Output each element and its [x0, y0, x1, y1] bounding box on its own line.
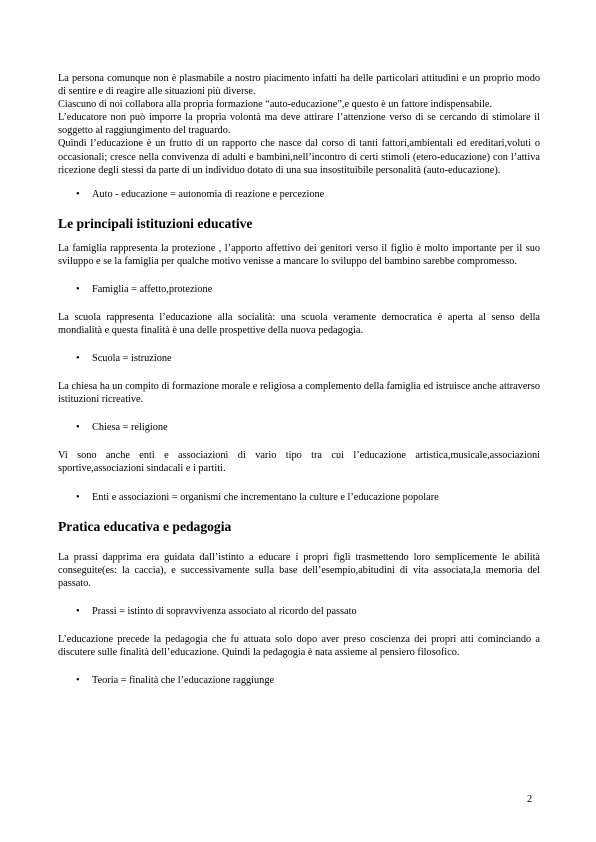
bullet-dot-icon: • — [76, 422, 80, 434]
bullet-dot-icon: • — [76, 674, 80, 686]
bullet-dot-icon: • — [76, 353, 80, 365]
section-heading-institutions: Le principali istituzioni educative — [58, 215, 253, 231]
bullet-list-scuola — [58, 352, 540, 365]
bullet-item — [58, 491, 540, 504]
bullet-text: Prassi = istinto di sopravvivenza associato al ricordo del passato — [92, 605, 357, 617]
intro-paragraph-4: Quindi l’educazione è un frutto di un rapporto che nasce dal corso di tanti fattori,ambientali ed ereditari,voluti o occasionali; cresce nella convivenza di adulti e bambini,nell’incontro di certi stimoli (etero-educazione) con l’attiva ricezione degli stessi da parte di un individuo dotato di una sua insostituibile personalità (auto-educazione). — [58, 138, 540, 176]
bullet-text: Chiesa = religione — [92, 422, 168, 434]
paragraph-chiesa: La chiesa ha un compito di formazione morale e religiosa a complemento della famiglia ed istruisce anche attraverso istituzioni ricreative. — [58, 381, 540, 406]
bullet-item — [58, 605, 540, 618]
paragraph-enti: Vi sono anche enti e associazioni di vario tipo tra cui l’educazione artistica,musicale,associazioni sportive,associazioni sindacali e i partiti. — [58, 450, 540, 475]
intro-block — [58, 72, 540, 177]
bullet-dot-icon: • — [76, 605, 80, 617]
bullet-list-chiesa — [58, 421, 540, 434]
bullet-item — [58, 188, 540, 201]
bullet-text: Auto - educazione = autonomia di reazione e percezione — [92, 188, 325, 200]
bullet-dot-icon: • — [76, 491, 80, 503]
bullet-dot-icon: • — [76, 283, 80, 295]
paragraph-scuola: La scuola rappresenta l’educazione alla socialità: una scuola veramente democratica è aperta al senso della mondialità e questa finalità è una delle prospettive della nuova pedagogia. — [58, 311, 540, 337]
intro-paragraph-2: Ciascuno di noi collabora alla propria formazione “auto-educazione”,e questo è un fattore indispensabile. — [58, 99, 493, 111]
bullet-text: Enti e associazioni = organismi che incrementano la culture e l’educazione popolare — [92, 491, 439, 503]
section-heading-practice: Pratica educativa e pedagogia — [58, 518, 232, 534]
document-page — [58, 72, 540, 687]
paragraph-pedagogia: L’educazione precede la pedagogia che fu attuata solo dopo aver preso coscienza dei propri atti cominciando a discutere sulle finalità dell’educazione. Quindi la pedagogia è nata assieme al pensiero filosofico. — [58, 633, 540, 658]
paragraph-prassi: La prassi dapprima era guidata dall’istinto a educare i propri figli trasmettendo loro semplicemente le abilità conseguite(es: la caccia), e successivamente sulla base dell’esempio,abitudini di vita associata,la memoria del passato. — [58, 551, 540, 589]
bullet-text: Scuola = istruzione — [92, 353, 172, 365]
bullet-list-famiglia — [58, 283, 540, 296]
bullet-item — [58, 674, 540, 687]
bullet-text: Teoria = finalità che l’educazione raggiunge — [92, 674, 275, 686]
bullet-text: Famiglia = affetto,protezione — [92, 283, 213, 295]
bullet-list-teoria — [58, 674, 540, 687]
bullet-item — [58, 352, 540, 365]
bullet-item — [58, 421, 540, 434]
intro-bullet-list — [58, 188, 540, 201]
intro-paragraph-3: L’educatore non può imporre la propria volontà ma deve attirare l’attenzione verso di se cercando di stimolare il soggetto al raggiungimento del traguardo. — [58, 112, 540, 137]
bullet-list-prassi — [58, 605, 540, 618]
paragraph-famiglia: La famiglia rappresenta la protezione , l’apporto affettivo dei genitori verso il figlio è molto importante per il suo sviluppo e se la famiglia per qualche motivo venisse a mancare lo sviluppo del bambino sarebbe compromesso. — [58, 242, 540, 267]
bullet-list-enti — [58, 491, 540, 504]
bullet-dot-icon: • — [76, 188, 80, 200]
bullet-item — [58, 283, 540, 296]
intro-paragraph-1: La persona comunque non è plasmabile a nostro piacimento infatti ha delle particolari attitudini e un proprio modo di sentire e di reagire alle situazioni più diverse. — [58, 73, 540, 98]
page-number: 2 — [527, 794, 533, 805]
